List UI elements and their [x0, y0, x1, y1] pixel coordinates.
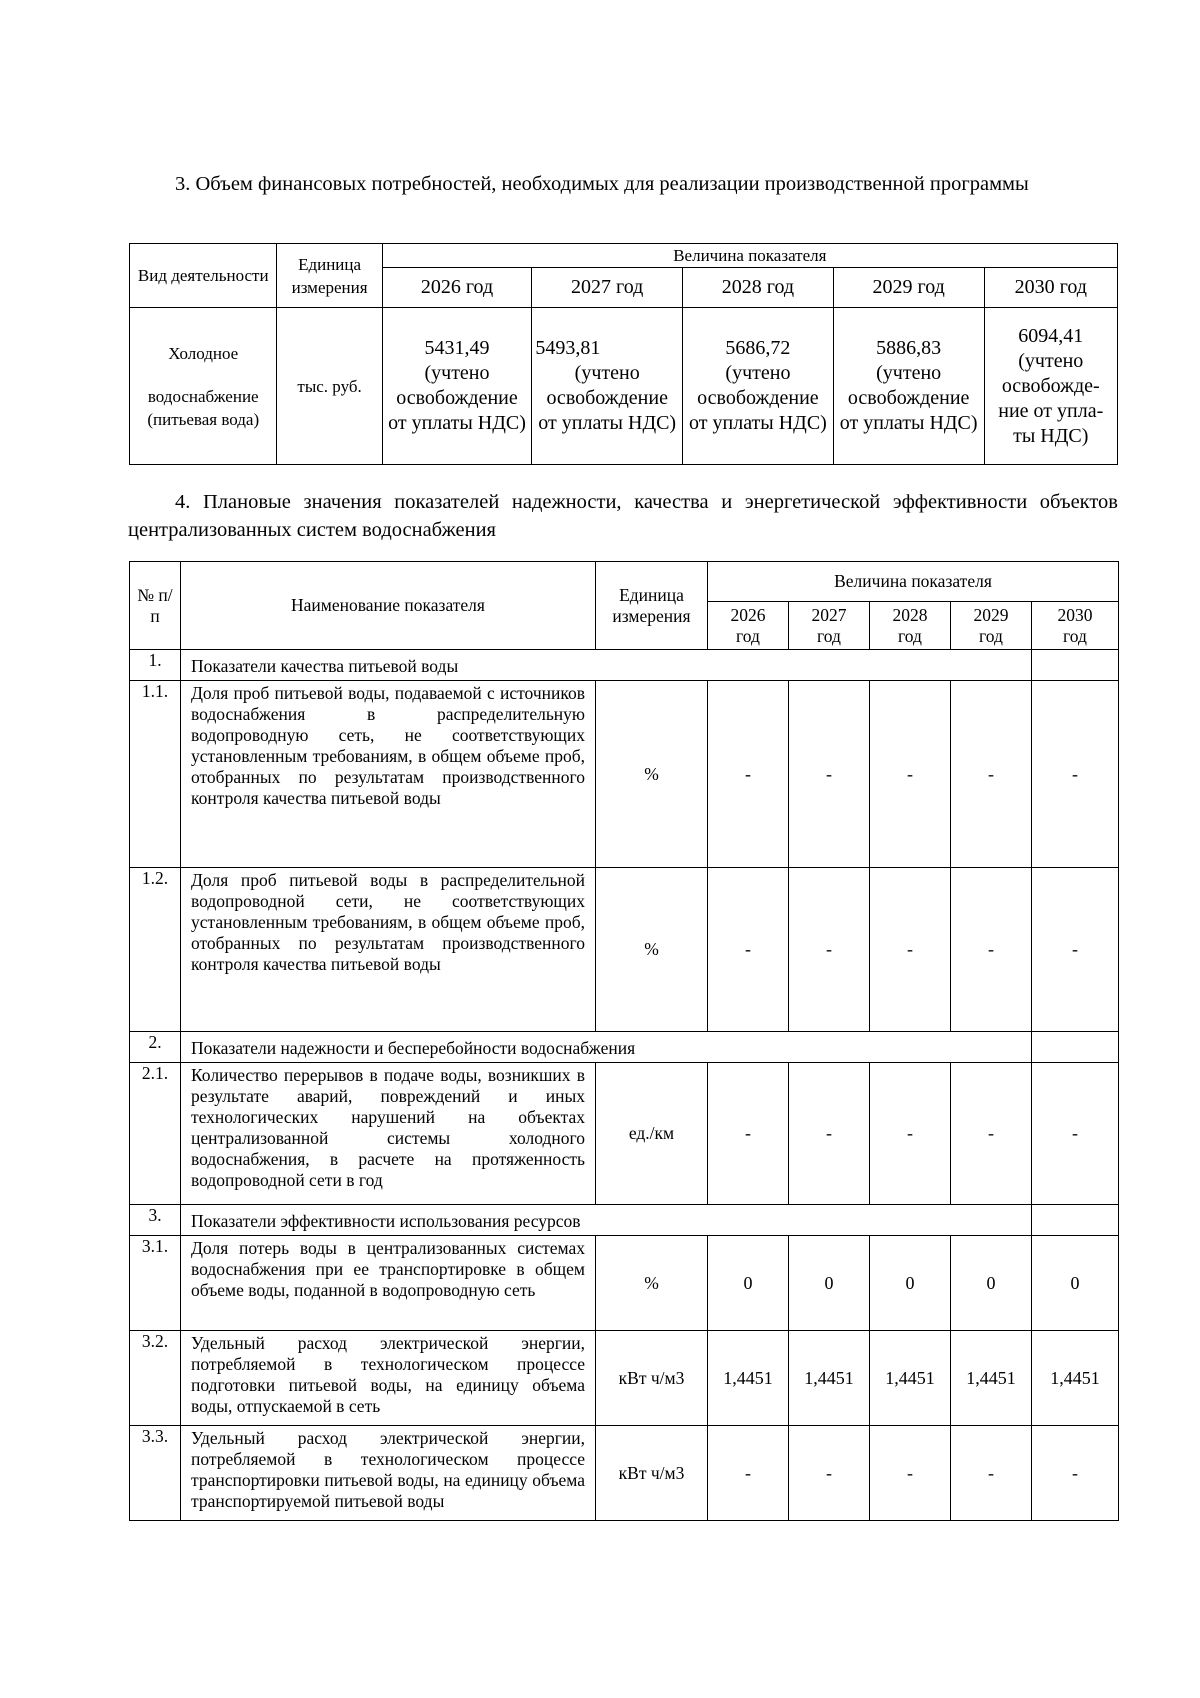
- header-value: Величина показателя: [708, 562, 1119, 602]
- header-year: [870, 602, 951, 650]
- year-suffix: год: [817, 625, 841, 646]
- year-number: 2030: [1057, 604, 1093, 625]
- section-3-heading: 3. Объем финансовых потребностей, необходимых для реализации производственной программы: [175, 173, 1029, 195]
- indicator-unit: %: [596, 868, 708, 1032]
- indicator-value: -: [870, 868, 951, 1032]
- indicator-unit: кВт ч/м3: [596, 1331, 708, 1426]
- table-row: [130, 1063, 1119, 1205]
- indicator-value: -: [789, 868, 870, 1032]
- indicator-value: 1,4451: [1032, 1331, 1119, 1426]
- value-cell: [984, 308, 1117, 465]
- indicator-unit: %: [596, 681, 708, 868]
- indicator-value: -: [789, 681, 870, 868]
- activity-line: Холодное: [168, 343, 239, 363]
- activity-line: водоснабжение: [147, 386, 259, 406]
- row-num: 1.1.: [130, 681, 181, 868]
- table-row: [130, 681, 1119, 868]
- header-activity: Вид деятельности: [130, 244, 277, 308]
- indicator-name: Доля проб питьевой воды в распределительной водопроводной сети, не соответствующих установленным требованиям, в общем объеме проб, отобранных по результатам производственного контроля качества питьевой воды: [181, 868, 596, 1032]
- indicator-value: -: [789, 1063, 870, 1205]
- empty-cell: [1032, 1032, 1119, 1063]
- value-amount: 5493,81: [535, 337, 601, 359]
- indicator-value: 1,4451: [789, 1331, 870, 1426]
- row-num: 3.1.: [130, 1236, 181, 1331]
- year-suffix: год: [1063, 625, 1087, 646]
- indicator-value: -: [870, 1426, 951, 1521]
- indicator-value: 0: [789, 1236, 870, 1331]
- value-note: (учтено освобождение от уплаты НДС): [839, 362, 978, 434]
- indicator-value: -: [1032, 868, 1119, 1032]
- indicator-value: -: [951, 1063, 1032, 1205]
- value-cell: [683, 308, 834, 465]
- financial-needs-table: [129, 243, 1118, 465]
- year-suffix: год: [898, 625, 922, 646]
- indicator-value: -: [1032, 1063, 1119, 1205]
- value-note: (учтено освобождение от уплаты НДС): [388, 362, 526, 434]
- header-year: [1032, 602, 1119, 650]
- table-row: [130, 1032, 1119, 1063]
- header-year: 2027 год: [532, 268, 683, 308]
- indicators-table: [129, 561, 1119, 1521]
- empty-cell: [1032, 1205, 1119, 1236]
- value-note: (учтено освобождение от уплаты НДС): [538, 362, 677, 434]
- row-num: 1.: [130, 650, 181, 681]
- value-cell: [833, 308, 984, 465]
- indicator-value: -: [951, 1426, 1032, 1521]
- header-value: Величина показателя: [382, 244, 1117, 268]
- value-note: (учтено освобожде-ние от упла-ты НДС): [998, 349, 1104, 447]
- header-num: № п/п: [130, 562, 181, 650]
- activity-cell: [130, 308, 277, 465]
- indicator-value: -: [951, 868, 1032, 1032]
- header-year: 2029 год: [833, 268, 984, 308]
- value-note: (учтено освобождение от уплаты НДС): [689, 362, 827, 434]
- indicator-value: -: [951, 681, 1032, 868]
- row-num: 2.: [130, 1032, 181, 1063]
- activity-line: (питьевая вода): [147, 409, 260, 429]
- indicator-name: Количество перерывов в подаче воды, возникших в результате аварий, повреждений и иных технологических нарушений на объектах централизованной системы холодного водоснабжения, в расчете на протяженность водопроводной сети в год: [181, 1063, 596, 1205]
- indicator-value: -: [708, 681, 789, 868]
- table-row: [130, 1331, 1119, 1426]
- indicator-name: Доля потерь воды в централизованных системах водоснабжения при ее транспортировке в общем объеме воды, поданной в водопроводную сеть: [181, 1236, 596, 1331]
- row-num: 1.2.: [130, 868, 181, 1032]
- indicator-name: Удельный расход электрической энергии, потребляемой в технологическом процессе транспортировки питьевой воды, на единицу объема транспортируемой питьевой воды: [181, 1426, 596, 1521]
- indicator-value: 1,4451: [708, 1331, 789, 1426]
- table-row: [130, 1236, 1119, 1331]
- indicator-name: Доля проб питьевой воды, подаваемой с источников водоснабжения в распределительную водопроводную сеть, не соответствующих установленным требованиям, в общем объеме проб, отобранных по результатам производственного контроля качества питьевой воды: [181, 681, 596, 868]
- header-year: [951, 602, 1032, 650]
- indicator-unit: кВт ч/м3: [596, 1426, 708, 1521]
- indicator-unit: %: [596, 1236, 708, 1331]
- year-suffix: год: [979, 625, 1003, 646]
- indicator-value: -: [708, 1426, 789, 1521]
- header-unit: Единица измерения: [596, 562, 708, 650]
- indicator-value: -: [1032, 1426, 1119, 1521]
- indicator-value: 0: [951, 1236, 1032, 1331]
- year-suffix: год: [736, 625, 760, 646]
- table-row: [130, 650, 1119, 681]
- section-title: Показатели качества питьевой воды: [181, 650, 1032, 681]
- indicator-value: -: [708, 868, 789, 1032]
- header-year: 2030 год: [984, 268, 1117, 308]
- row-num: 3.: [130, 1205, 181, 1236]
- header-year: [708, 602, 789, 650]
- header-name: Наименование показателя: [181, 562, 596, 650]
- section-title: Показатели надежности и бесперебойности водоснабжения: [181, 1032, 1032, 1063]
- indicator-value: 0: [870, 1236, 951, 1331]
- value-amount: 5686,72: [725, 337, 791, 359]
- year-number: 2026: [730, 604, 766, 625]
- indicator-value: 0: [1032, 1236, 1119, 1331]
- value-amount: 5886,83: [876, 337, 942, 359]
- empty-cell: [1032, 650, 1119, 681]
- indicator-name: Удельный расход электрической энергии, потребляемой в технологическом процессе подготовки питьевой воды, на единицу объема воды, отпускаемой в сеть: [181, 1331, 596, 1426]
- section-title: Показатели эффективности использования ресурсов: [181, 1205, 1032, 1236]
- indicator-value: -: [870, 681, 951, 868]
- value-cell: [382, 308, 532, 465]
- row-num: 2.1.: [130, 1063, 181, 1205]
- header-year: [789, 602, 870, 650]
- table-row: [130, 868, 1119, 1032]
- value-amount: 5431,49: [424, 337, 490, 359]
- row-num: 3.3.: [130, 1426, 181, 1521]
- indicator-value: -: [708, 1063, 789, 1205]
- header-year: 2026 год: [382, 268, 532, 308]
- indicator-value: 1,4451: [951, 1331, 1032, 1426]
- table-row: [130, 1205, 1119, 1236]
- indicator-unit: ед./км: [596, 1063, 708, 1205]
- indicator-value: -: [870, 1063, 951, 1205]
- table-row: [130, 1426, 1119, 1521]
- year-number: 2027: [811, 604, 847, 625]
- section-4-heading: 4. Плановые значения показателей надежности, качества и энергетической эффективности объектов централизованных систем водоснабжения: [128, 491, 1118, 541]
- indicator-value: 0: [708, 1236, 789, 1331]
- indicator-value: 1,4451: [870, 1331, 951, 1426]
- value-cell: [532, 308, 683, 465]
- indicator-value: -: [789, 1426, 870, 1521]
- unit-cell: тыс. руб.: [277, 308, 382, 465]
- header-year: 2028 год: [683, 268, 834, 308]
- year-number: 2028: [892, 604, 928, 625]
- indicator-value: -: [1032, 681, 1119, 868]
- value-amount: 6094,41: [1018, 324, 1084, 347]
- header-unit: Единица измерения: [277, 244, 382, 308]
- year-number: 2029: [973, 604, 1009, 625]
- row-num: 3.2.: [130, 1331, 181, 1426]
